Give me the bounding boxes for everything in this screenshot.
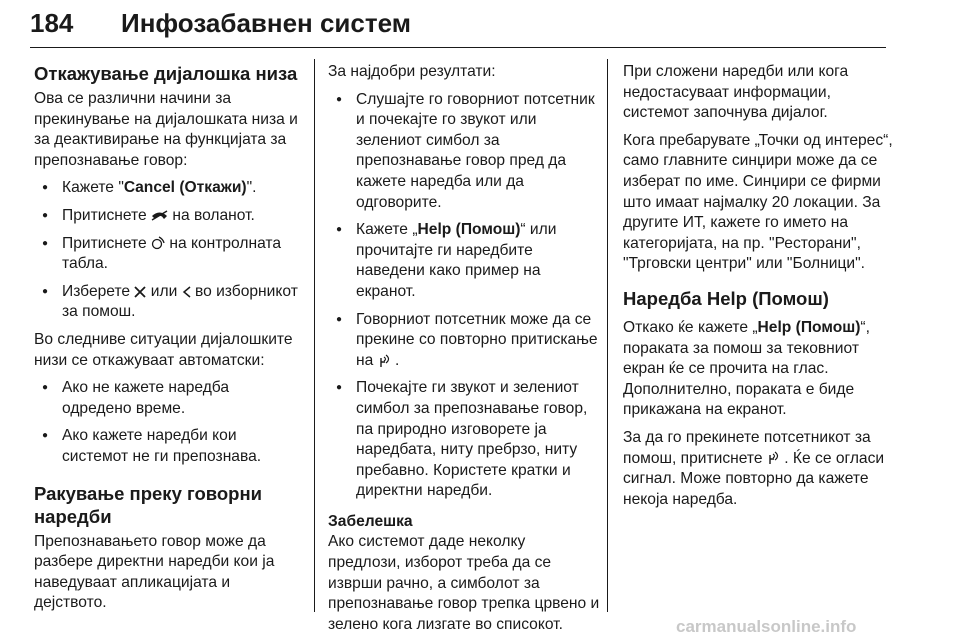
list-item: ● Ако не кажете наредба одредено време. [34, 378, 302, 419]
poi-text: Кога пребарувате „Точки од интерес“, само главните синџири може да се изберат по име. Синџири се фирми што имаат најмалку 20 локации. За другите ИТ, кажете го името на категоријата, на пр. "Ресторани", "Трговски центри" или "Болници". [623, 131, 893, 273]
intro-text: Ова се различни начини за прекинување на дијалошката низа и за деактивирање на функцијата за препознавање говор: [34, 90, 298, 169]
best-results-intro: За најдобри резултати: [328, 63, 496, 80]
list-item: ● Кажете „Help (Помош)“ или прочитајте ги наредбите наведени како пример на екранот. [328, 220, 600, 302]
page-header [30, 0, 886, 48]
note-text: Ако системот даде неколку предлози, изборот треба да се изврши рачно, а симболот за препознавање говор трепка црвено и зелено кога лизгате во списокот. [328, 533, 600, 633]
list-item: ● Почекајте ги звукот и зелениот симбол за препознавање говор, па природно изговорете ја наредбата, ниту пребрзо, ниту пребавно. Користете кратки и директни наредби. [328, 378, 600, 502]
column-divider-1 [314, 59, 315, 612]
page-number: 184 [30, 8, 74, 38]
phone-hangup-icon [151, 210, 168, 221]
list-item: ● Кажете "Cancel (Откажи)". [34, 178, 302, 199]
complex-commands-text: При сложени наредби или кога недостасуваат информации, системот започнува дијалог. [623, 63, 849, 122]
list-item: ● Слушајте го говорниот потсетник и почекајте го звукот или зелениот симбол за препознавање говор пред да кажете наредба или да одговорите. [328, 90, 600, 214]
voice-icon [378, 354, 391, 368]
back-chevron-icon [182, 286, 191, 298]
help-cancel-text: За да го прекинете потсетникот за помош, притиснете . Ќе се огласи сигнал. Може повторно да кажете некоја наредба. [623, 428, 885, 508]
auto-cancel-text: Во следниве ситуации дијалошките низи се откажуваат автоматски: [34, 330, 293, 369]
list-item: ● Изберете или во изборникот за помош. [34, 282, 302, 323]
header-rule [30, 47, 886, 48]
close-x-icon [134, 286, 146, 298]
column-3 [623, 62, 895, 517]
list-item: ● Притиснете на воланот. [34, 206, 302, 227]
list-item: ● Говорниот потсетник може да се прекине со повторно притискање на . [328, 310, 600, 372]
note-title: Забелешка [328, 512, 413, 530]
voice-commands-text: Препознавањето говор може да разбере директни наредби кои ја наведуваат апликацијата и дејството. [34, 532, 275, 612]
heading-help-command: Наредба Help (Помош) [623, 287, 829, 309]
home-speaker-icon [151, 236, 165, 250]
column-1 [34, 62, 302, 621]
voice-icon [767, 451, 780, 465]
watermark: carmanualsonline.info [676, 617, 857, 636]
column-divider-2 [607, 59, 608, 612]
help-text: Откако ќе кажете „Help (Помош)“, пораката за помош за тековниот екран ќе се прочита на глас. Дополнително, пораката е биде прикажана на екранот. [623, 318, 870, 419]
list-item: ● Притиснете на контролната табла. [34, 234, 302, 275]
column-2 [328, 62, 600, 635]
list-item: ● Ако кажете наредби кои системот не ги препознава. [34, 426, 302, 467]
heading-cancel-dialog: Откажување дијалошка низа [34, 63, 298, 84]
page-title: Инфозабавнен систем [121, 8, 411, 38]
heading-voice-commands: Ракување преку говорни наредби [34, 482, 263, 527]
